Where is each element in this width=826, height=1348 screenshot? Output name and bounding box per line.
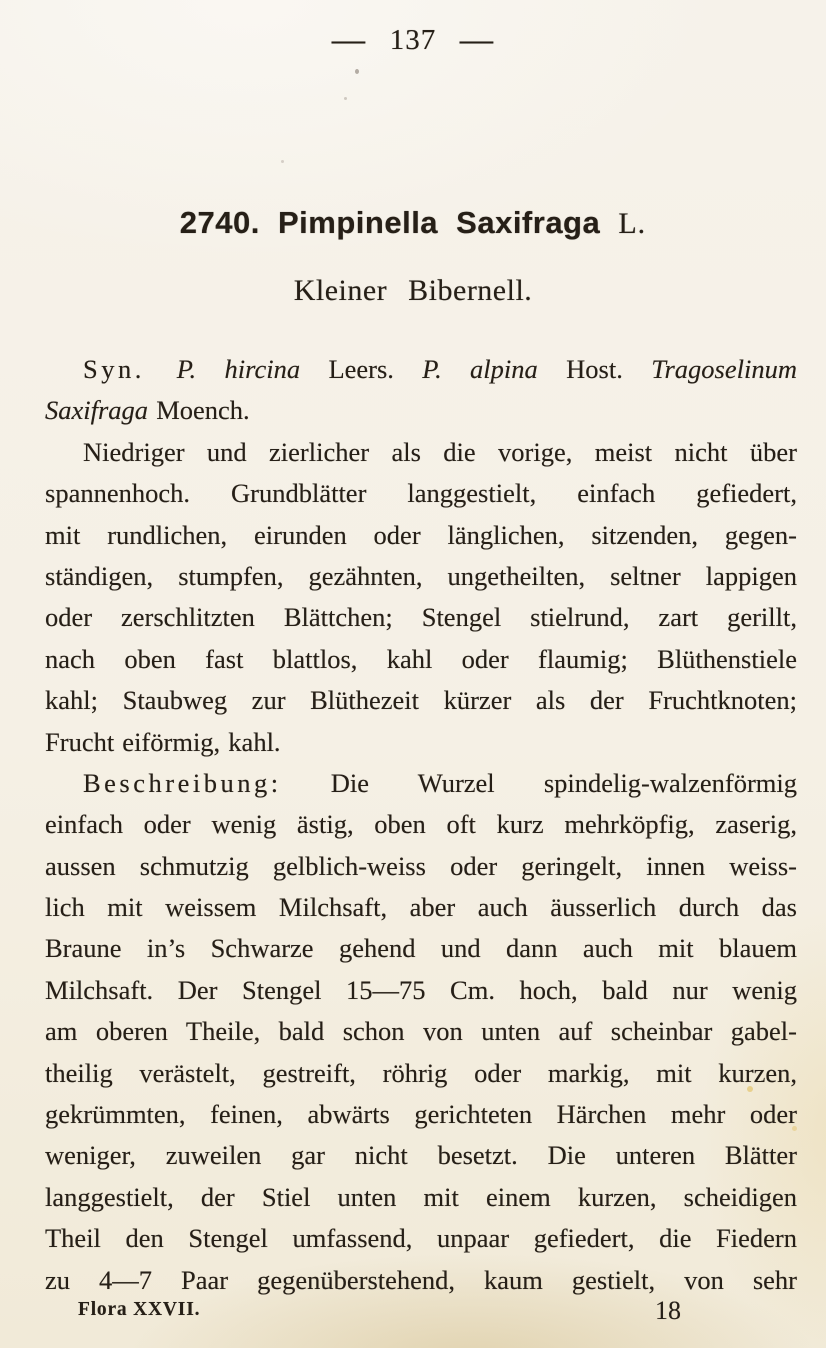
text-segment: spannenhoch. Grundblätter langgestielt, einfach gefiedert, xyxy=(45,478,797,509)
text-segment: oder zerschlitzten Blättchen; Stengel stielrund, zart gerillt, xyxy=(45,602,797,633)
entry-title xyxy=(0,205,826,241)
text-segment: gekrümmten, feinen, abwärts gerichteten Härchen mehr oder xyxy=(45,1099,797,1130)
text-line xyxy=(45,763,797,804)
page-number-header: 137 xyxy=(389,24,437,56)
text-segment: Milchsaft. Der Stengel 15—75 Cm. hoch, bald nur wenig xyxy=(45,974,797,1005)
text-line xyxy=(45,390,797,431)
header-dash-right: — xyxy=(460,24,495,56)
text-line xyxy=(45,680,797,721)
text-segment: zu 4—7 Paar gegenüberstehend, kaum gestielt, von sehr xyxy=(45,1264,797,1295)
text-line xyxy=(45,1260,797,1301)
text-line xyxy=(45,597,797,638)
text-line xyxy=(45,473,797,514)
text-line xyxy=(45,1011,797,1052)
text-line xyxy=(45,722,797,763)
sheet-number: 18 xyxy=(655,1296,681,1325)
german-common-name: Kleiner Bibernell. xyxy=(293,274,533,307)
text-segment: Host. xyxy=(537,354,652,384)
author-abbreviation: L. xyxy=(618,207,647,240)
speckle xyxy=(344,97,347,100)
italic-text: Saxifraga xyxy=(45,395,149,426)
text-segment: Die Wurzel spindelig-walzenförmig xyxy=(281,767,797,798)
text-line xyxy=(45,1094,797,1135)
text-segment: einfach oder wenig ästig, oben oft kurz mehrköpfig, zaserig, xyxy=(45,809,797,840)
text-line xyxy=(45,515,797,556)
text-line xyxy=(45,846,797,887)
text-segment: Braune in’s Schwarze gehend und dann auch mit blauem xyxy=(45,933,797,964)
entry-number: 2740. xyxy=(179,205,260,240)
text-segment: weniger, zuweilen gar nicht besetzt. Die unteren Blätter xyxy=(45,1140,797,1171)
text-segment: aussen schmutzig gelblich-weiss oder geringelt, innen weiss- xyxy=(45,850,797,881)
text-line xyxy=(45,887,797,928)
text-segment: lich mit weissem Milchsaft, aber auch äusserlich durch das xyxy=(45,892,797,923)
body-text-block xyxy=(45,349,797,1301)
running-head xyxy=(0,24,826,57)
text-line xyxy=(45,1218,797,1259)
speckle xyxy=(355,69,359,74)
text-line xyxy=(45,1053,797,1094)
text-line xyxy=(45,639,797,680)
text-segment: langgestielt, der Stiel unten mit einem kurzen, scheidigen xyxy=(45,1181,797,1212)
italic-text: Tragoselinum xyxy=(651,354,797,384)
text-line xyxy=(45,556,797,597)
text-segment: Moench. xyxy=(148,395,250,426)
text-segment: theilig verästelt, gestreift, röhrig oder markig, mit kurzen, xyxy=(45,1057,797,1088)
text-segment: kahl; Staubweg zur Blüthezeit kürzer als der Fruchtknoten; xyxy=(45,685,797,716)
italic-text: P. alpina xyxy=(422,354,538,384)
text-line xyxy=(45,349,797,390)
signature-mark: Flora XXVII. xyxy=(78,1299,201,1320)
text-line xyxy=(45,970,797,1011)
text-line xyxy=(45,1177,797,1218)
text-segment: Niedriger und zierlicher als die vorige, meist nicht über xyxy=(83,436,797,467)
italic-text: P. hircina xyxy=(176,354,301,384)
species-name: Pimpinella Saxifraga xyxy=(278,205,601,240)
text-segment: Theil den Stengel umfassend, unpaar gefiedert, die Fiedern xyxy=(45,1223,797,1254)
text-segment: nach oben fast blattlos, kahl oder flaumig; Blüthenstiele xyxy=(45,643,797,674)
text-line xyxy=(45,804,797,845)
text-line xyxy=(45,928,797,969)
text-segment: Syn. xyxy=(83,354,177,384)
text-segment: Frucht eiförmig, kahl. xyxy=(45,726,281,757)
header-dash-left: — xyxy=(331,24,366,56)
text-segment: Beschreibung: xyxy=(83,767,282,798)
speckle xyxy=(281,160,284,163)
text-line xyxy=(45,1135,797,1176)
text-line xyxy=(45,432,797,473)
text-segment: Leers. xyxy=(300,354,423,384)
text-segment: ständigen, stumpfen, gezähnten, ungetheilten, seltner lappigen xyxy=(45,560,797,591)
text-segment: mit rundlichen, eirunden oder länglichen, sitzenden, gegen- xyxy=(45,519,797,550)
text-segment: am oberen Theile, bald schon von unten auf scheinbar gabel- xyxy=(45,1016,797,1047)
